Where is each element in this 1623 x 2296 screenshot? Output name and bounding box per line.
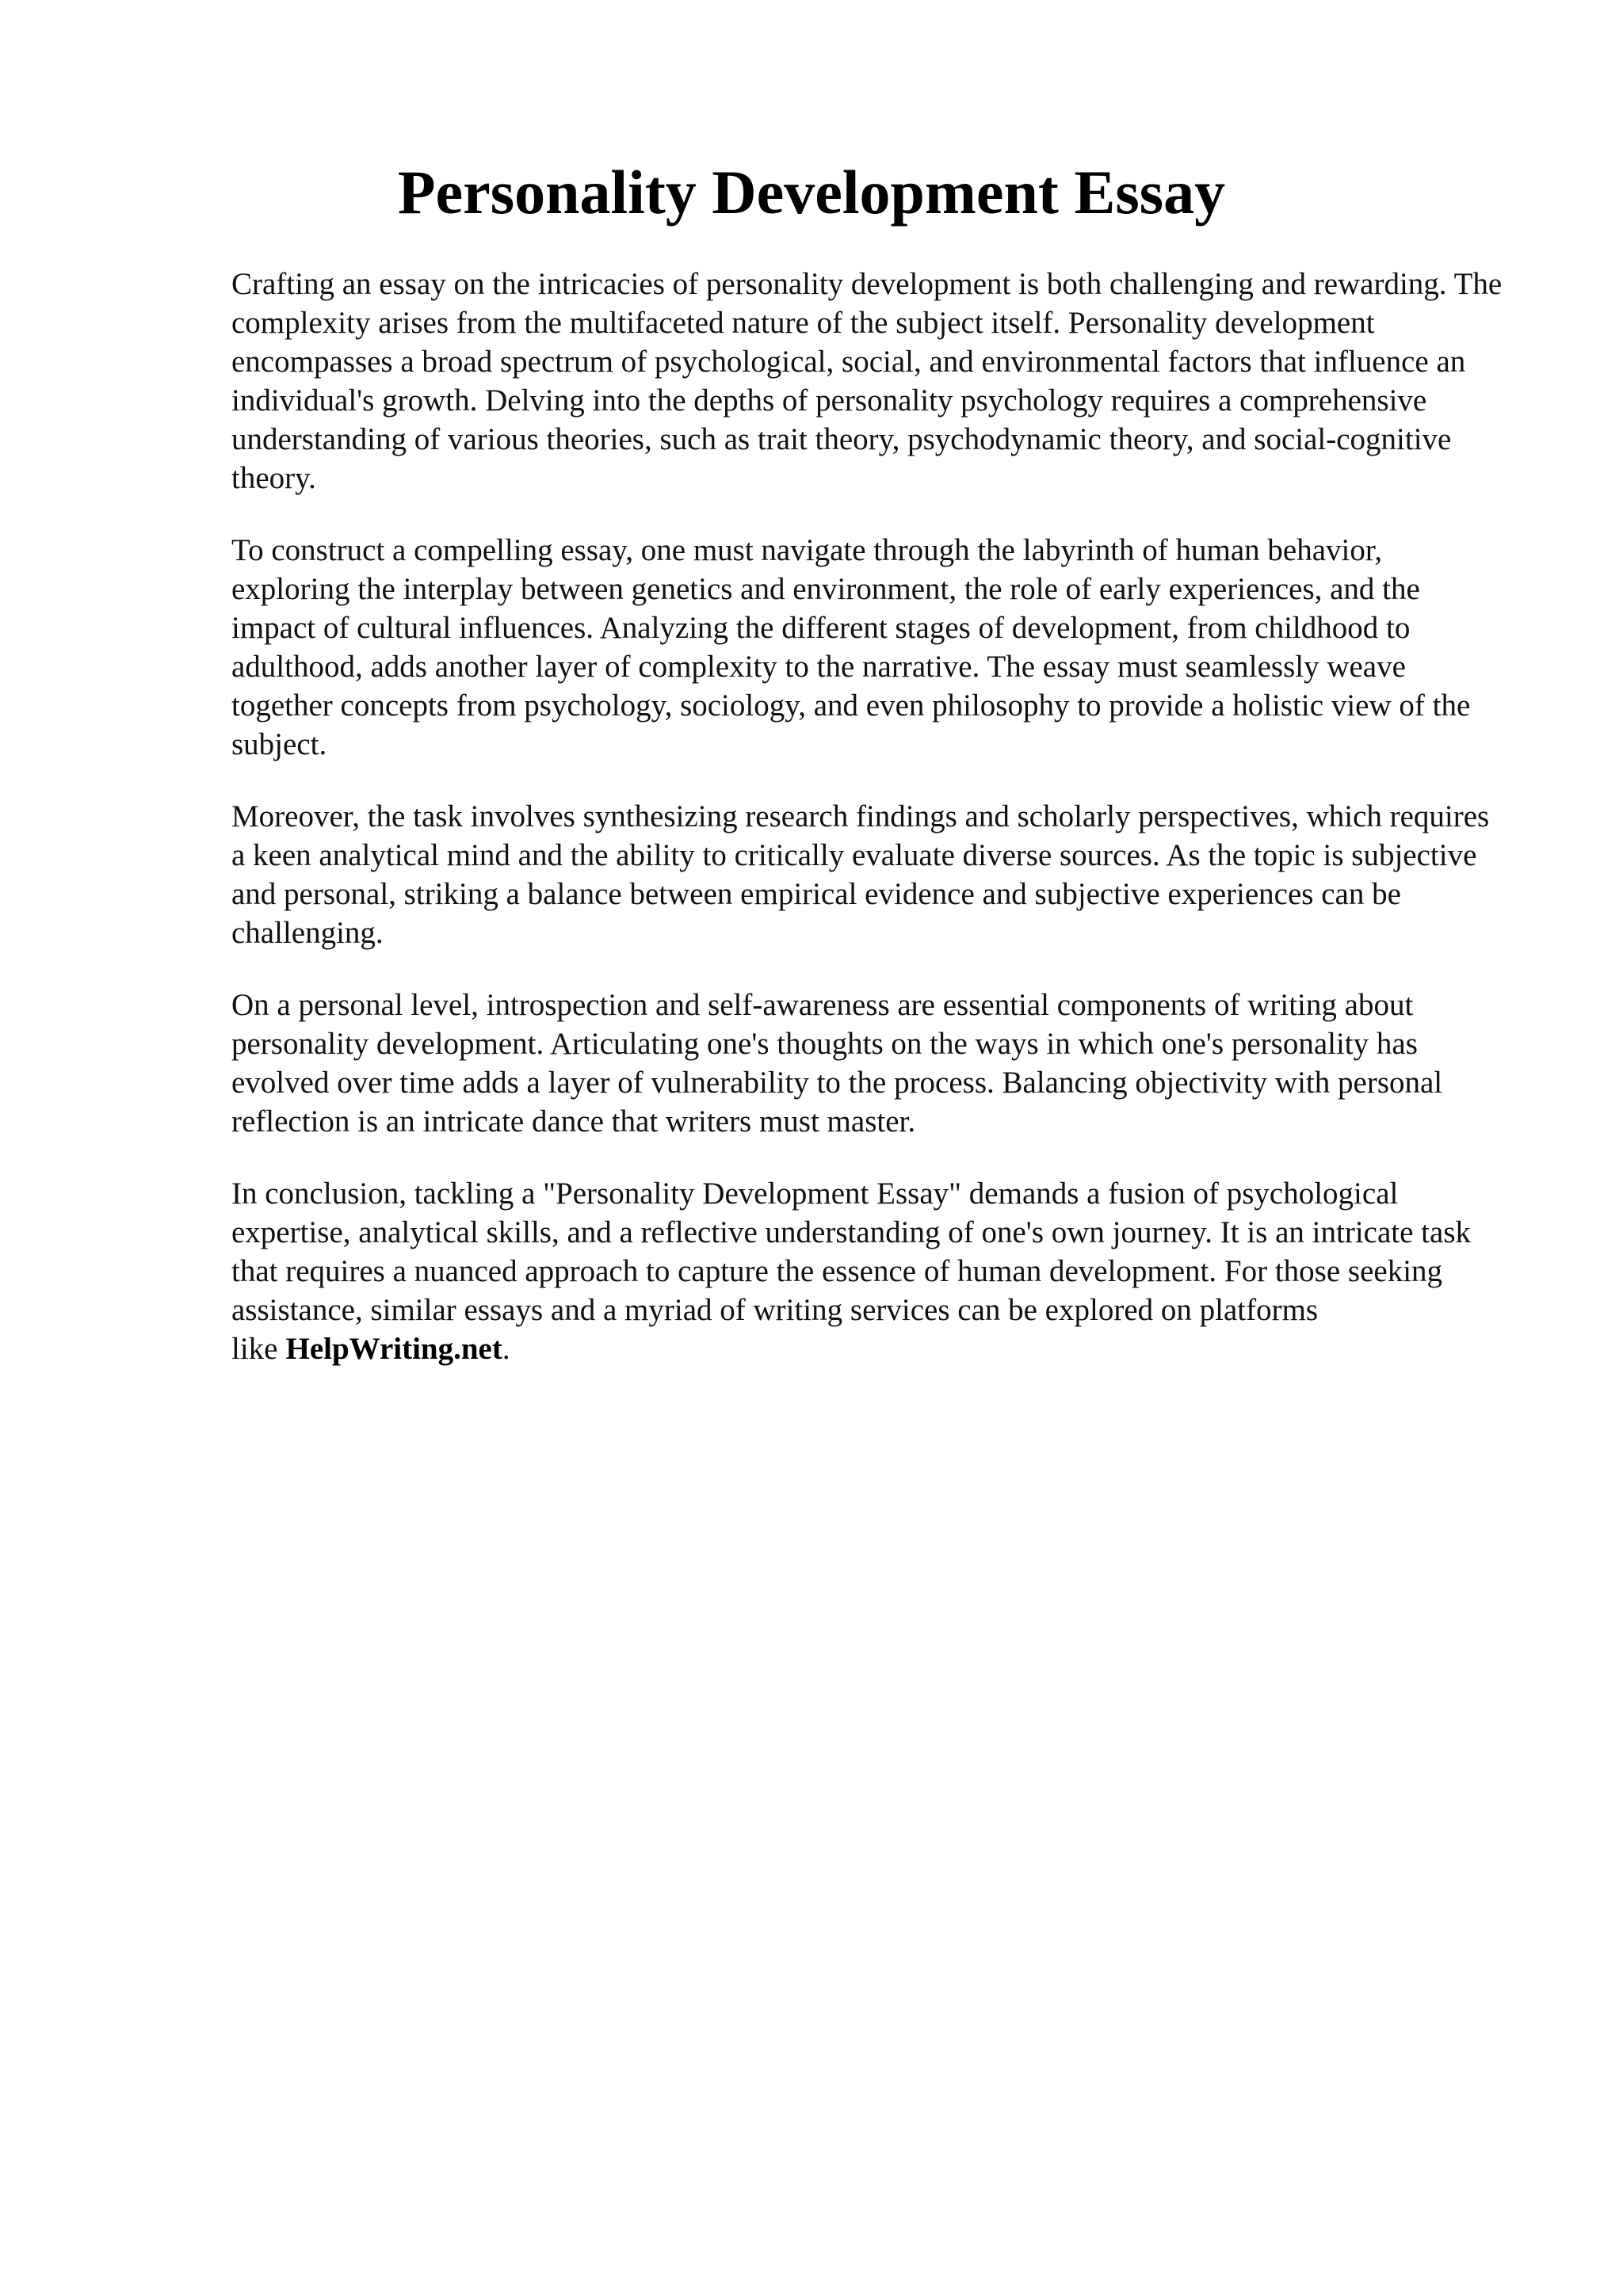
conclusion-period: . (502, 1332, 510, 1366)
essay-body (231, 265, 1507, 1402)
paragraph-4: On a personal level, introspection and self-awareness are essential components of writing about personality development. Articulating one's thoughts on the ways in which one's personality has evolved over time adds a layer of vulnerability to the process. Balancing objectivity with personal reflection is an intricate dance that writers must master. (231, 988, 1443, 1138)
page-title: Personality Development Essay (397, 158, 1226, 227)
paragraph-3: Moreover, the task involves synthesizing research findings and scholarly perspectives, which requires a keen analytical mind and the ability to critically evaluate diverse sources. As the topic is subjective and personal, striking a balance between empirical evidence and subjective experiences can be challenging. (231, 799, 1490, 950)
helpwriting-link[interactable]: HelpWriting.net (285, 1332, 502, 1366)
paragraph-2: To construct a compelling essay, one must navigate through the labyrinth of human behavior, exploring the interplay between genetics and environment, the role of early experiences, and the impact of cultural influences. Analyzing the different stages of development, from childhood to adulthood, adds another layer of complexity to the narrative. The essay must seamlessly weave together concepts from psychology, sociology, and even philosophy to provide a holistic view of the subject. (231, 533, 1471, 761)
paragraph-1: Crafting an essay on the intricacies of personality development is both challenging and rewarding. The complexity arises from the multifaceted nature of the subject itself. Personality development encompasses a broad spectrum of psychological, social, and environmental factors that influence an individual's growth. Delving into the depths of personality psychology requires a comprehensive understanding of various theories, such as trait theory, psychodynamic theory, and social-cognitive theory. (231, 267, 1503, 495)
conclusion-text: In conclusion, tackling a "Personality Development Essay" demands a fusion of psychological expertise, analytical skills, and a reflective understanding of one's own journey. It is an intricate task that requires a nuanced approach to capture the essence of human development. For those seeking assistance, similar essays and a myriad of writing services can be explored on platforms like (231, 1177, 1471, 1366)
conclusion-paragraph (231, 1174, 1507, 1368)
